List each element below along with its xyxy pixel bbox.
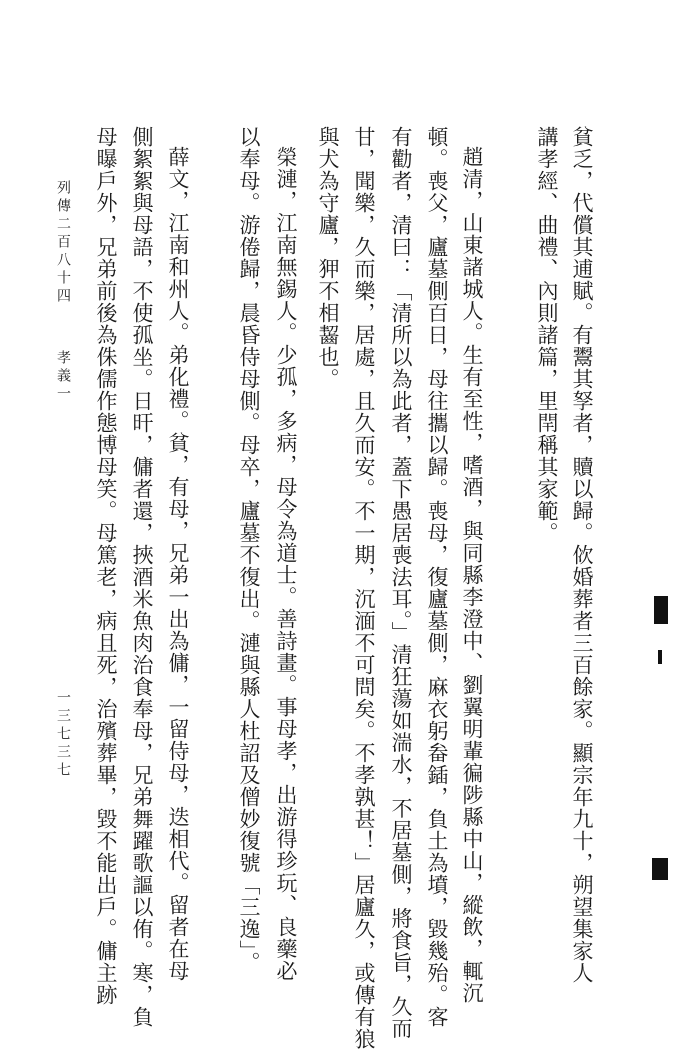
scan-edge-mark [658,650,662,664]
text-column-8: 榮漣，江南無錫人。少孤，多病，母令為道士。善詩畫。事母孝，出游得珍玩、良藥必 [274,146,298,982]
text-column-9: 以奉母。游倦歸，晨昏侍母側。母卒，廬墓不復出。漣與縣人杜詔及僧妙復號「三逸」。 [237,126,261,974]
running-header-book: 列傳二百八十四 [55,180,71,306]
text-column-7: 與犬為守廬，狎不相齧也。 [316,126,340,390]
text-column-12: 母曝戶外，兄弟前後為侏儒作態博母笑。母篤老，病且死，治殯葬畢，毀不能出戶。傭主跡 [94,126,118,1006]
text-column-2: 講孝經、曲禮、內則諸篇，里閈稱其家範。 [535,126,559,544]
page-number: 一三七三七 [55,690,71,780]
text-column-10: 薛文，江南和州人。弟化禮。貧，有母，兄弟一出為傭，一留侍母，迭相代。留者在母 [166,146,190,982]
text-column-1: 貧乏，代償其逋賦。有鬻其孥者，贖以歸。佽婚葬者三百餘家。顯宗年九十，朔望集家人 [570,126,594,984]
text-column-11: 側絮絮與母語，不使孤坐。日旰，傭者還，挾酒米魚肉治食奉母，兄弟舞躍歌謳以侑。寒，負 [130,126,154,1028]
text-column-5: 有勸者，清曰：「清所以為此者，蓋下愚居喪法耳。」清狂蕩如湍水，不居墓側，將食旨，久而 [389,126,413,1040]
running-header-section: 孝義一 [55,350,71,404]
text-column-4: 頓。喪父，廬墓側百日，母往攜以歸。喪母，復廬墓側，麻衣躬畚鍤，負土為墳，毀幾殆。客 [425,126,449,1028]
scan-edge-mark [654,596,668,624]
text-column-3: 趙清，山東諸城人。生有至性，嗜酒，與同縣李澄中、劉翼明輩徧陟縣中山，縱飲，輒沉 [460,146,484,1004]
scan-edge-mark [652,858,668,880]
text-column-6: 甘，聞樂，久而樂，居處，且久而安。不一期，沉湎不可問矣。不孝孰甚！」居廬久，或傳有狼 [352,126,376,1050]
